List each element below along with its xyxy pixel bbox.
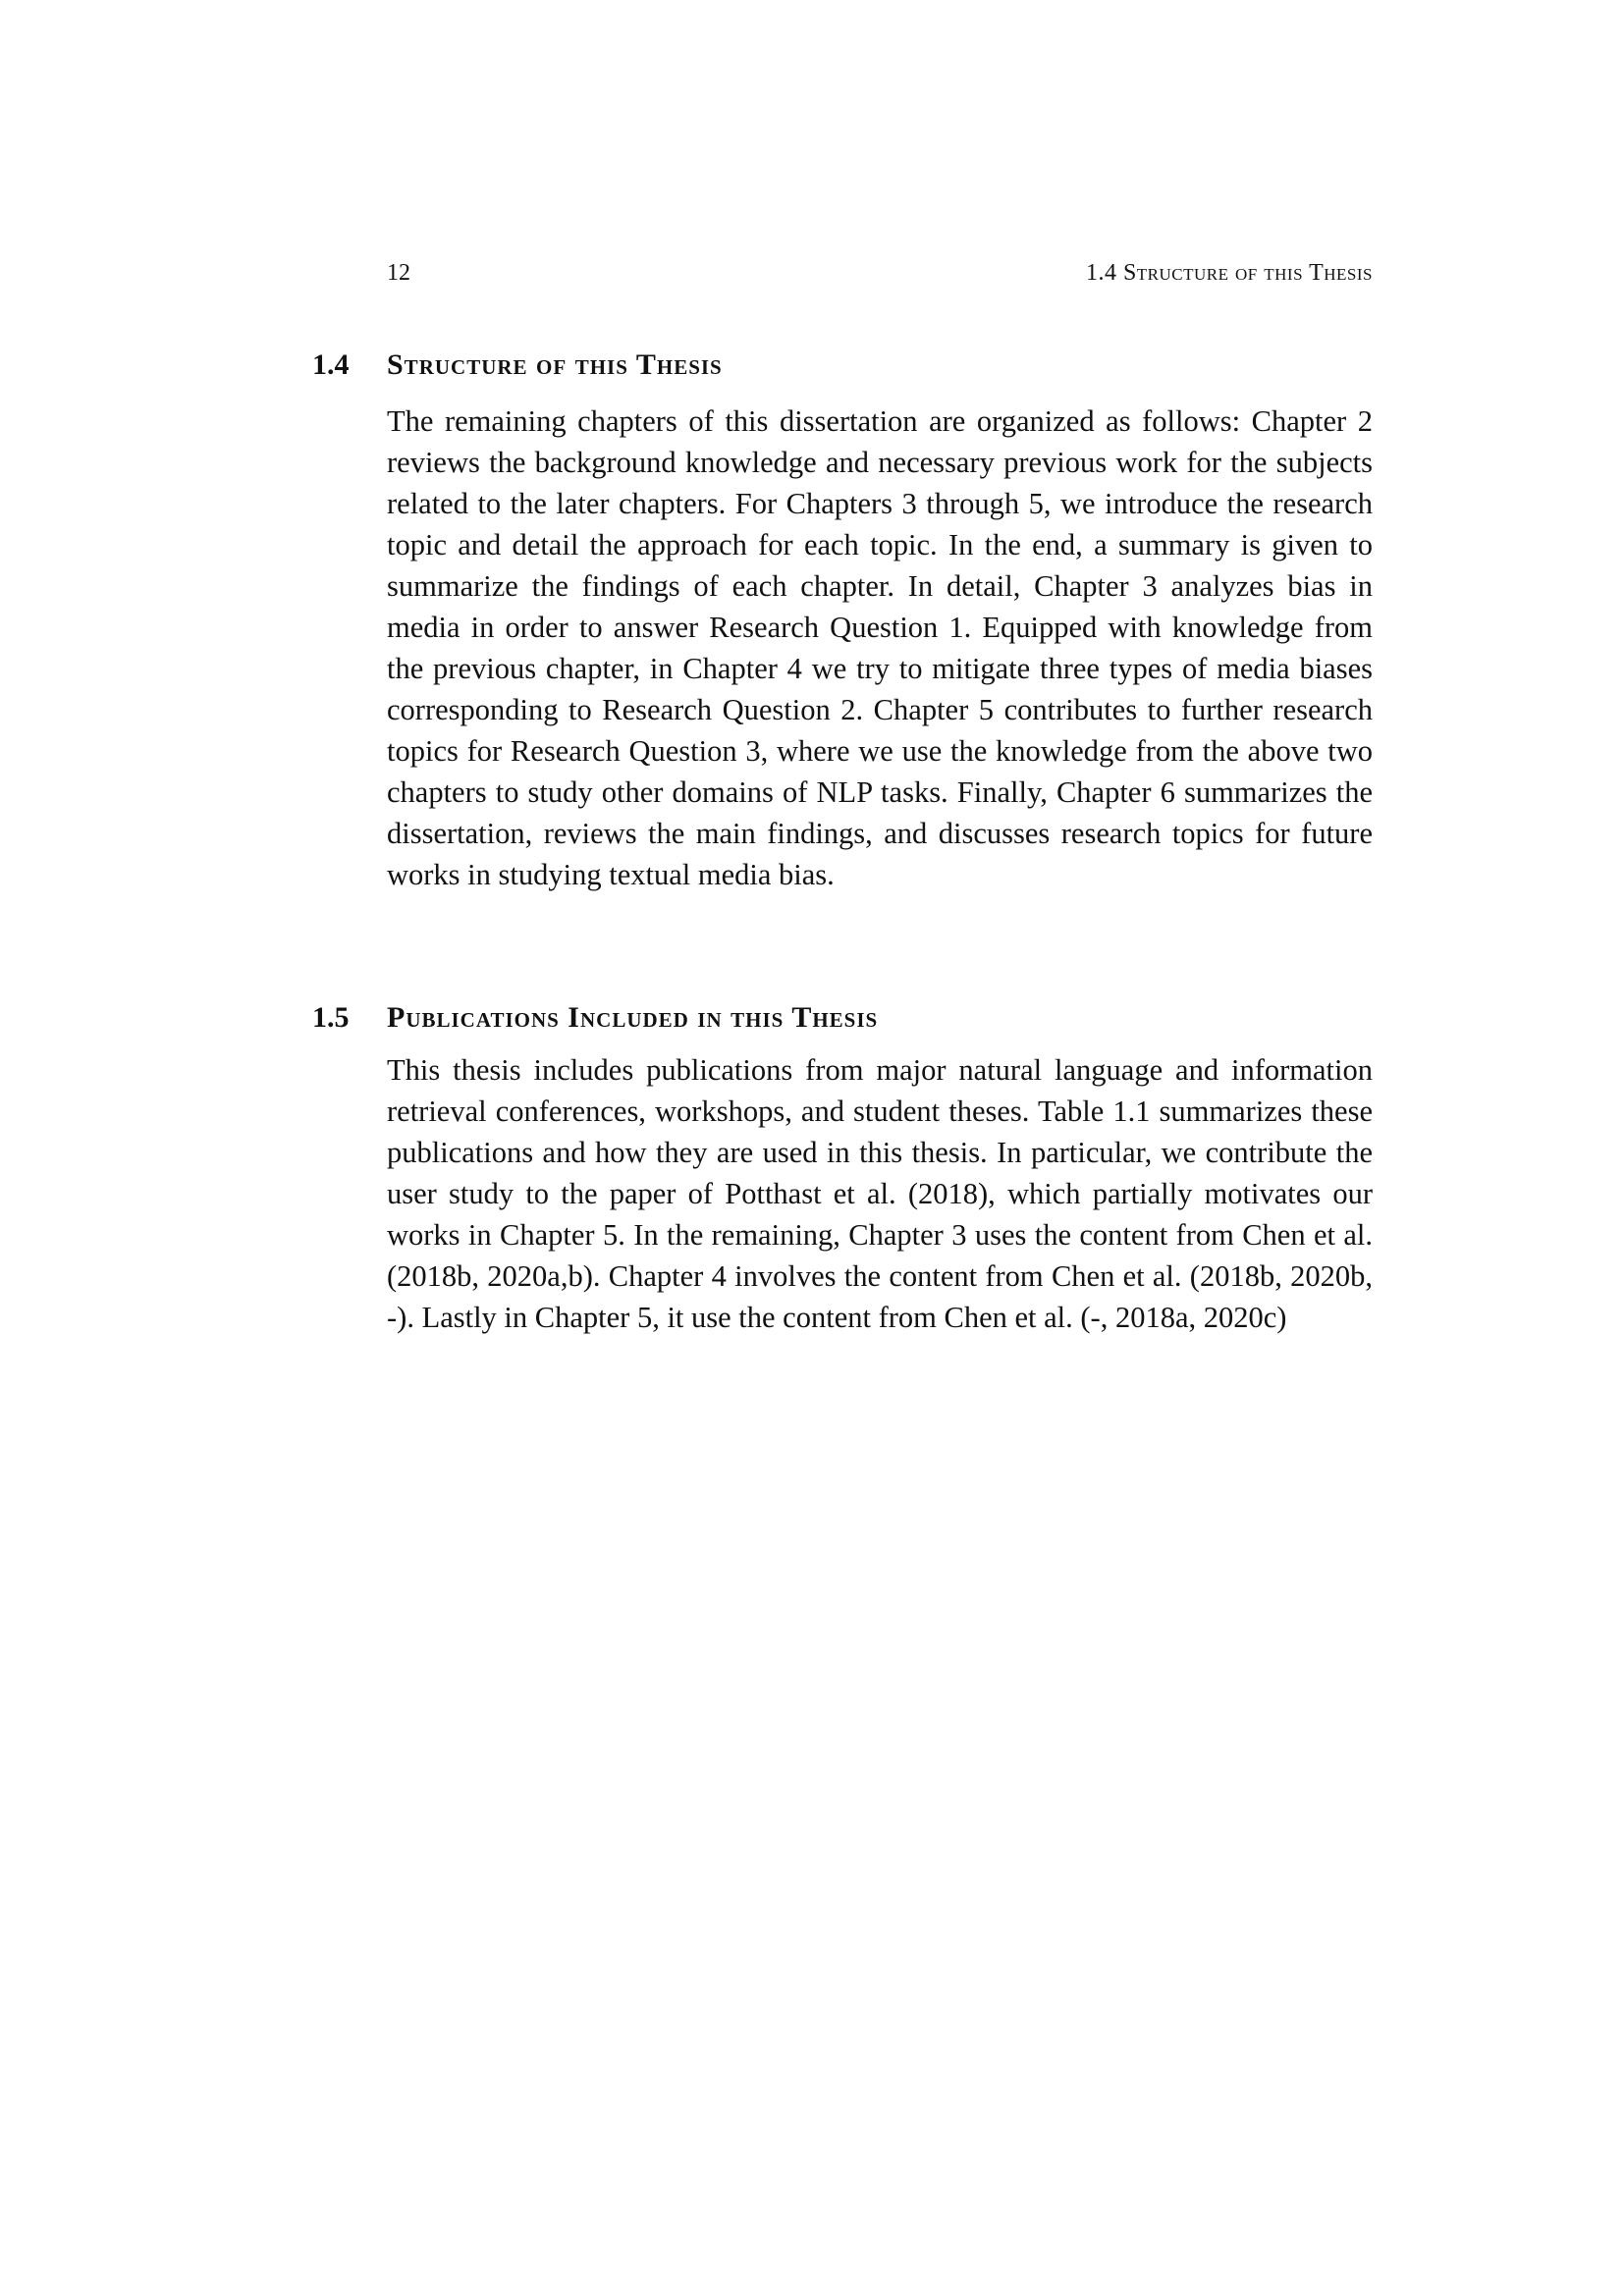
section-number: 1.4 (312, 348, 350, 381)
section-title: Structure of this Thesis (387, 348, 723, 381)
section-number: 1.5 (312, 1001, 350, 1034)
section-title: Publications Included in this Thesis (387, 1001, 879, 1034)
page-number: 12 (387, 260, 410, 286)
section-heading (312, 994, 1373, 1041)
section-publications-included (312, 994, 1373, 1368)
section-paragraph: This thesis includes publications from major natural language and information retrieval conferences, workshops, and student theses. Table 1.1 summarizes these publications and how they are used in this thesis. In particular, we contribute the user study to the paper of Potthast et al. (2018), which partially motivates our works in Chapter 5. In the remaining, Chapter 3 uses the content from Chen et al. (2018b, 2020a,b). Chapter 4 involves the content from Chen et al. (2018b, 2020b, -). Lastly in Chapter 5, it use the content from Chen et al. (-, 2018a, 2020c) (387, 1053, 1373, 1334)
section-paragraph: The remaining chapters of this dissertation are organized as follows: Chapter 2 reviews the background knowledge and necessary previous work for the subjects related to the later chapters. For Chapters 3 through 5, we introduce the research topic and detail the approach for each topic. In the end, a summary is given to summarize the findings of each chapter. In detail, Chapter 3 analyzes bias in media in order to answer Research Question 1. Equipped with knowledge from the previous chapter, in Chapter 4 we try to mitigate three types of media biases corresponding to Research Question 2. Chapter 5 contributes to further research topics for Research Question 3, where we use the knowledge from the above two chapters to study other domains of NLP tasks. Finally, Chapter 6 summarizes the dissertation, reviews the main findings, and discusses research topics for future works in studying textual media bias. (387, 404, 1373, 891)
page-header (387, 253, 1373, 293)
section-heading (312, 342, 1373, 389)
section-structure-of-thesis (312, 342, 1373, 926)
running-title: 1.4 Structure of this Thesis (1085, 260, 1373, 286)
